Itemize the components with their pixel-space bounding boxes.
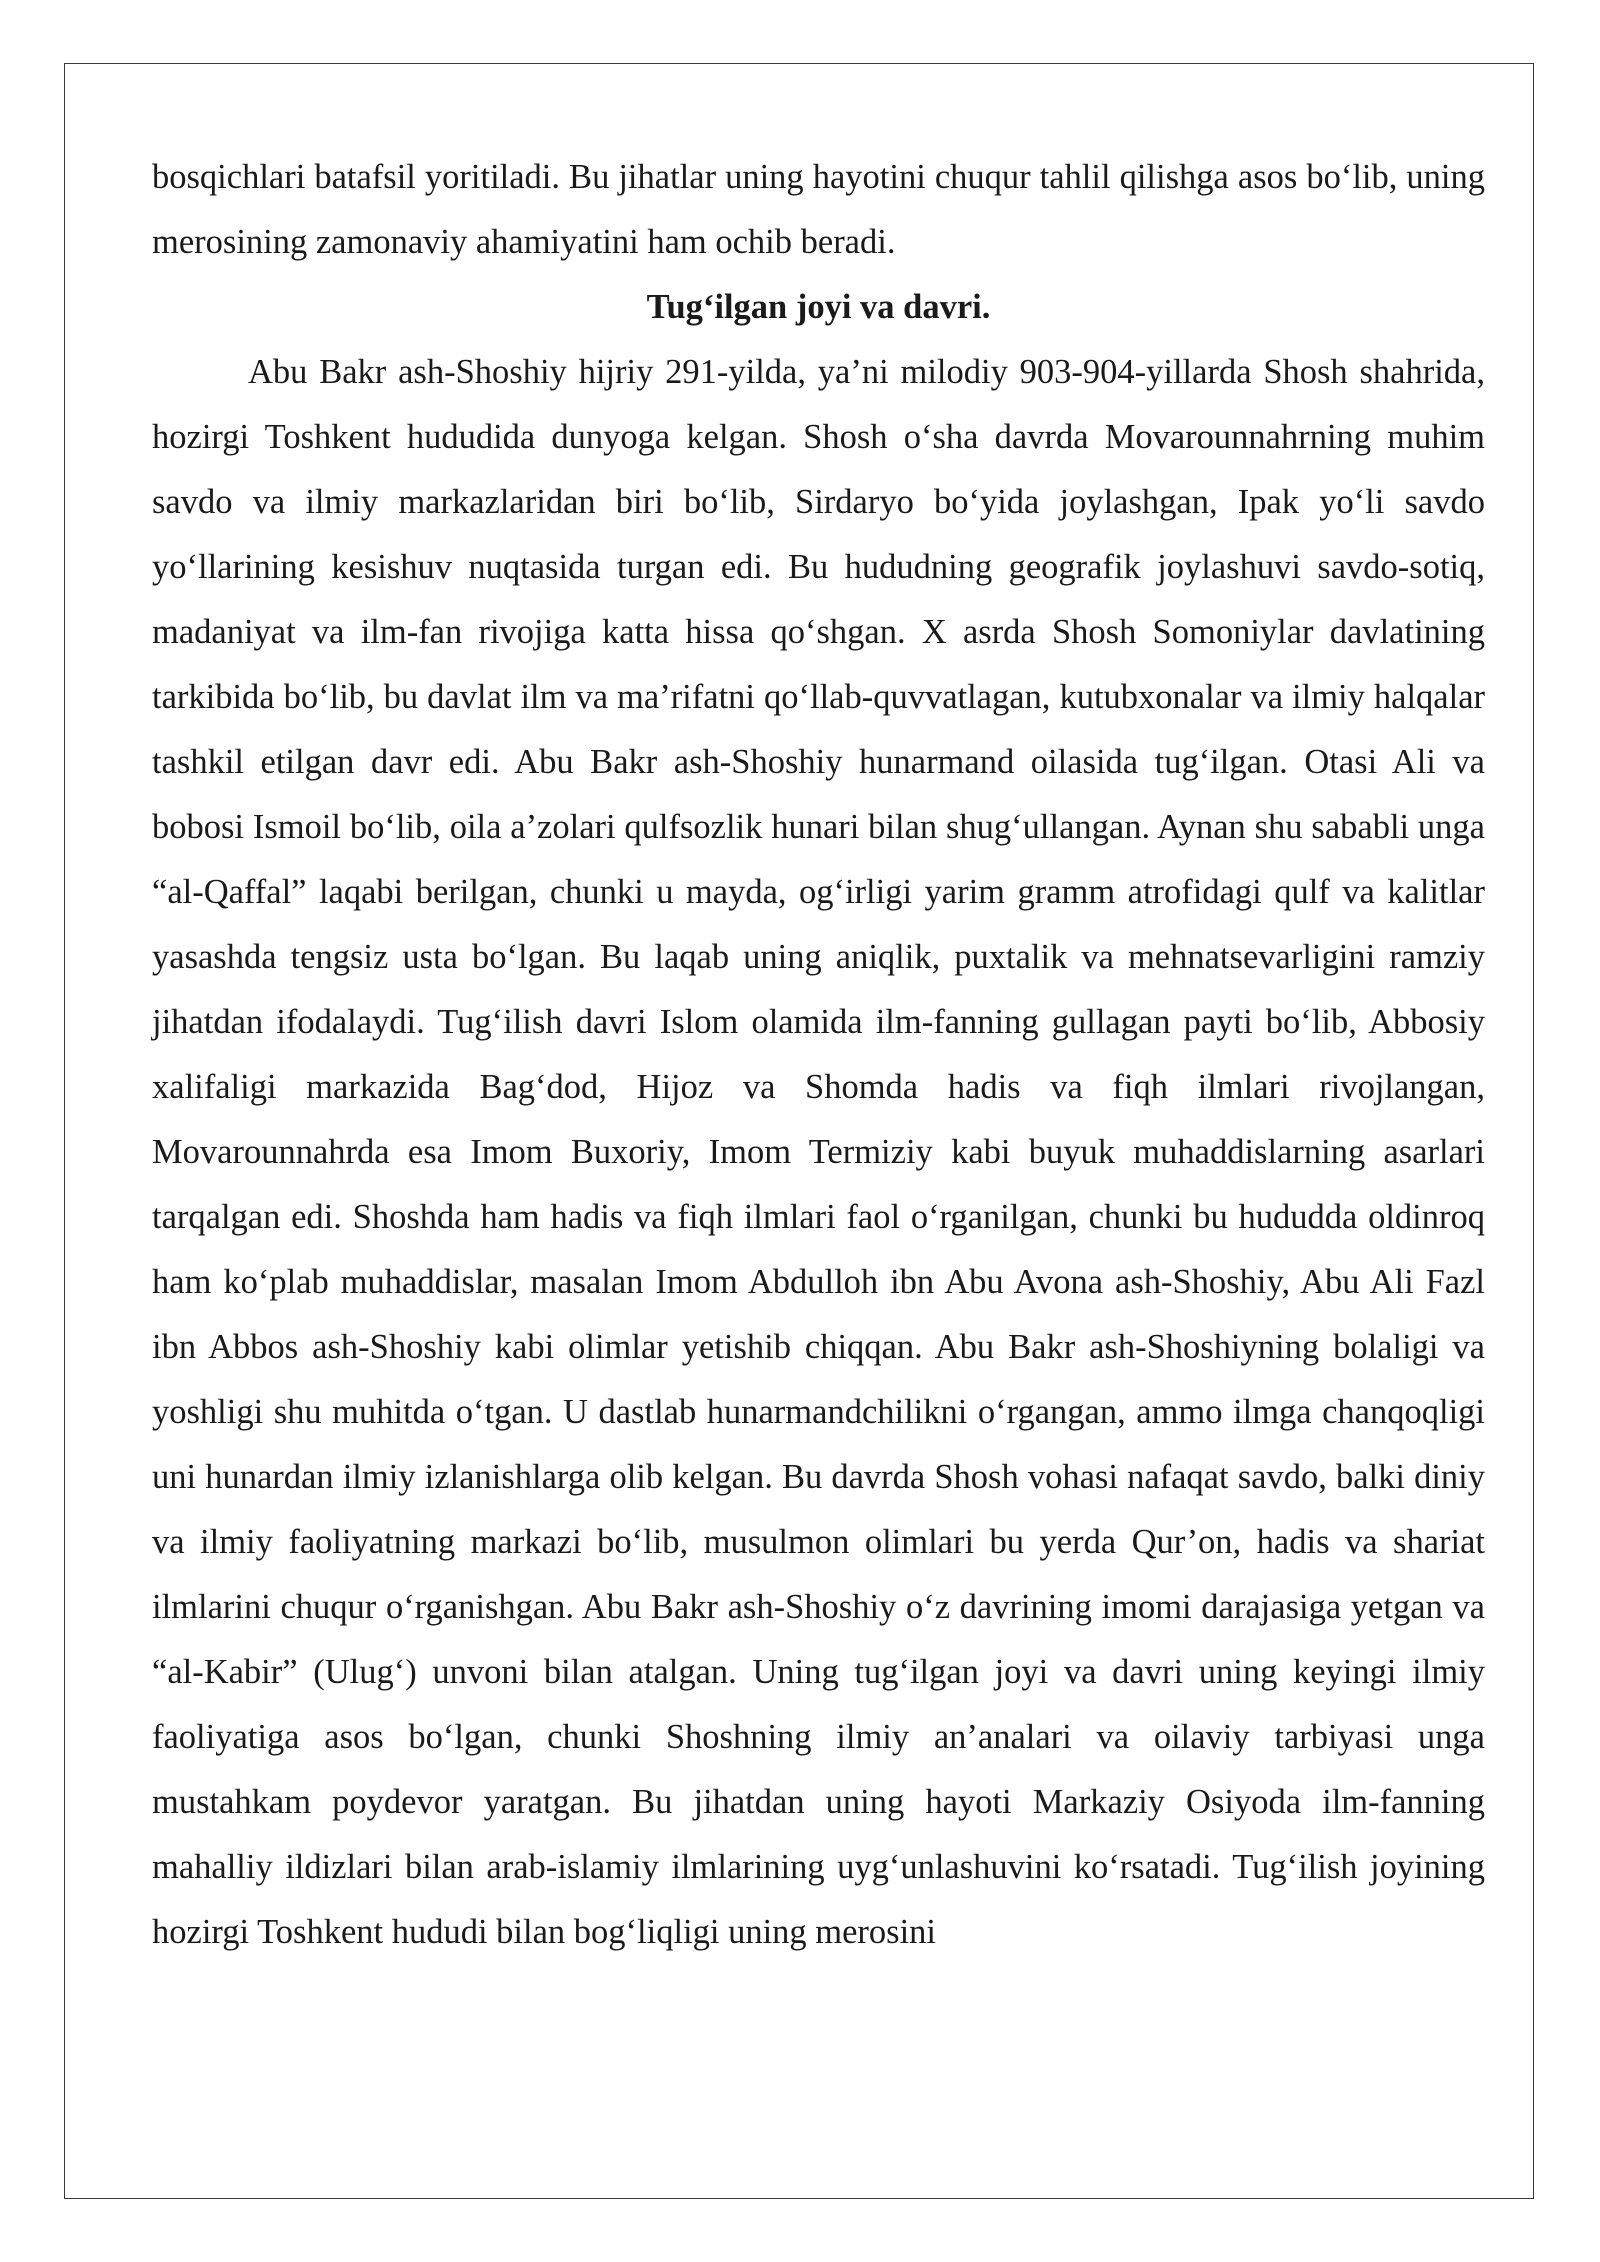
section-heading: Tug‘ilgan joyi va davri. [646, 288, 991, 326]
intro-paragraph: bosqichlari batafsil yoritiladi. Bu jihatlar uning hayotini chuqur tahlil qilishga asos bo‘lib, uning merosining zamonaviy ahamiyatini ham ochib beradi. [152, 158, 1485, 261]
document-body [152, 145, 1485, 1965]
body-paragraph: Abu Bakr ash-Shoshiy hijriy 291-yilda, ya’ni milodiy 903-904-yillarda Shosh shahrida, hozirgi Toshkent hududida dunyoga kelgan. Shosh o‘sha davrda Movarounnahrning muhim savdo va ilmiy markazlaridan biri bo‘lib, Sirdaryo bo‘yida joylashgan, Ipak yo‘li savdo yo‘llarining kesishuv nuqtasida turgan edi. Bu hududning geografik joylashuvi savdo-sotiq, madaniyat va ilm-fan rivojiga katta hissa qo‘shgan. X asrda Shosh Somoniylar davlatining tarkibida bo‘lib, bu davlat ilm va ma’rifatni qo‘llab-quvvatlagan, kutubxonalar va ilmiy halqalar tashkil etilgan davr edi. Abu Bakr ash-Shoshiy hunarmand oilasida tug‘ilgan. Otasi Ali va bobosi Ismoil bo‘lib, oila a’zolari qulfsozlik hunari bilan shug‘ullangan. Aynan shu sababli unga “al-Qaffal” laqabi berilgan, chunki u mayda, og‘irligi yarim gramm atrofidagi qulf va kalitlar yasashda tengsiz usta bo‘lgan. Bu laqab uning aniqlik, puxtalik va mehnatsevarligini ramziy jihatdan ifodalaydi. Tug‘ilish davri Islom olamida ilm-fanning gullagan payti bo‘lib, Abbosiy xalifaligi markazida Bag‘dod, Hijoz va Shomda hadis va fiqh ilmlari rivojlangan, Movarounnahrda esa Imom Buxoriy, Imom Termiziy kabi buyuk muhaddislarning asarlari tarqalgan edi. Shoshda ham hadis va fiqh ilmlari faol o‘rganilgan, chunki bu hududda oldinroq ham ko‘plab muhaddislar, masalan Imom Abdulloh ibn Abu Avona ash-Shoshiy, Abu Ali Fazl ibn Abbos ash-Shoshiy kabi olimlar yetishib chiqqan. Abu Bakr ash-Shoshiyning bolaligi va yoshligi shu muhitda o‘tgan. U dastlab hunarmandchilikni o‘rgangan, ammo ilmga chanqoqligi uni hunardan ilmiy izlanishlarga olib kelgan. Bu davrda Shosh vohasi nafaqat savdo, balki diniy va ilmiy faoliyatning markazi bo‘lib, musulmon olimlari bu yerda Qur’on, hadis va shariat ilmlarini chuqur o‘rganishgan. Abu Bakr ash-Shoshiy o‘z davrining imomi darajasiga yetgan va “al-Kabir” (Ulug‘) unvoni bilan atalgan. Uning tug‘ilgan joyi va davri uning keyingi ilmiy faoliyatiga asos bo‘lgan, chunki Shoshning ilmiy an’analari va oilaviy tarbiyasi unga mustahkam poydevor yaratgan. Bu jihatdan uning hayoti Markaziy Osiyoda ilm-fanning mahalliy ildizlari bilan arab-islamiy ilmlarining uyg‘unlashuvini ko‘rsatadi. Tug‘ilish joyining hozirgi Toshkent hududi bilan bog‘liqligi uning merosini [152, 353, 1485, 1951]
